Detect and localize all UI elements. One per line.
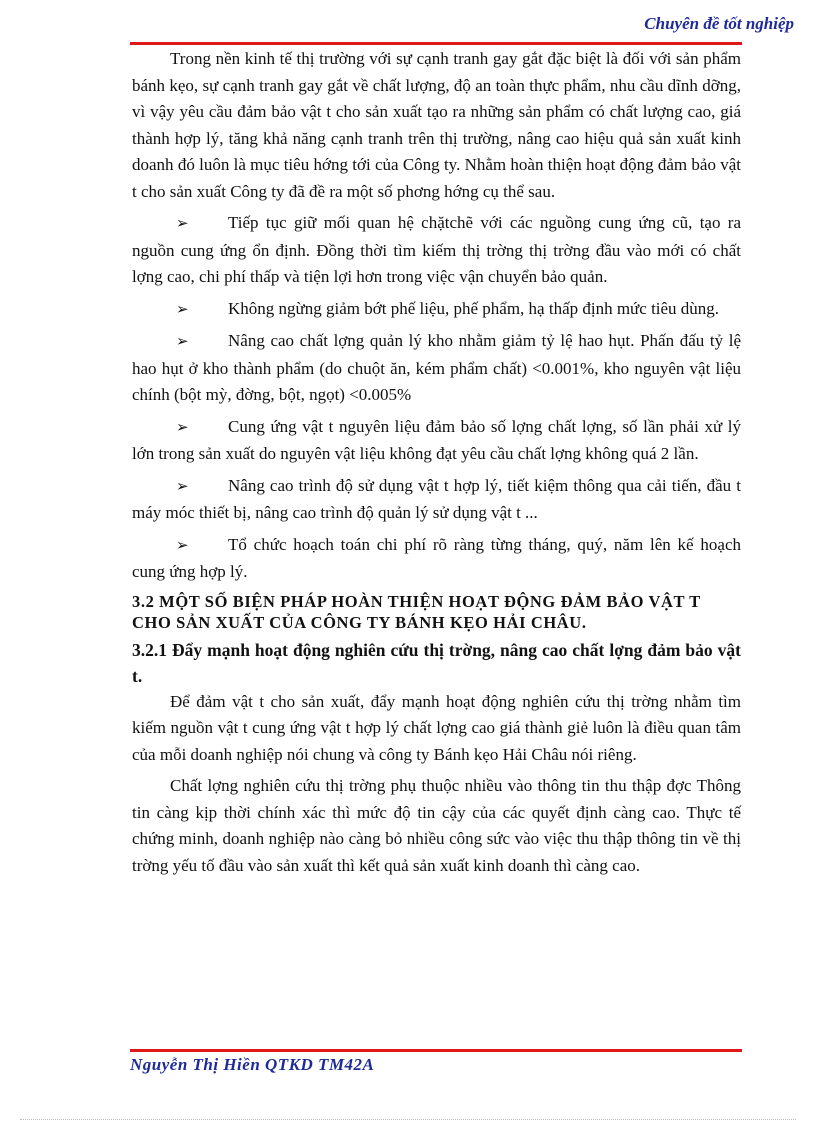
body-paragraph: Để đảm vật t cho sản xuất, đẩy mạnh hoạt động nghiên cứu thị trờng nhằm tìm kiếm nguồn vật t cung ứng vật t hợp lý chất lợng cao giá thành giẻ luôn là điều quan tâm của mỗi doanh nghiệp nói chung và công ty Bánh kẹo Hải Châu nói riêng. xyxy=(132,691,741,764)
arrow-bullet-icon: ➢ xyxy=(176,334,189,350)
arrow-bullet-icon: ➢ xyxy=(176,301,189,318)
body-paragraph: Chất lợng nghiên cứu thị trờng phụ thuộc nhiều vào thông tin thu thập đợc Thông tin càng kịp thời chính xác thì mức độ tin cậy của các quyết định càng cao. Thực tế chứng minh, doanh nghiệp nào càng bỏ nhiều công sức vào việc thu thập thông tin về thị trờng yếu tố đầu vào sản xuất thì kết quả sản xuất kinh doanh thì càng cao. xyxy=(132,776,741,875)
bullet-item xyxy=(132,328,741,409)
bullet-text: Cung ứng vật t nguyên liệu đảm bảo số lợng chất lợng, số lần phải xử lý lớn trong sản xuất do nguyên vật liệu không đạt yêu cầu chất lợng không quá 2 lần. xyxy=(132,416,741,463)
bullet-text: Tiếp tục giữ mối quan hệ chặtchẽ với các nguồng cung ứng cũ, tạo ra nguồn cung ứng ổn định. Đồng thời tìm kiếm thị trờng thị trờng đầu vào mới có chất lợng cao, chi phí thấp và tiện lợi hơn trong việc vận chuyển bảo quản. xyxy=(132,213,741,286)
bullet-text: Nâng cao chất lợng quản lý kho nhằm giảm tỷ lệ hao hụt. Phấn đấu tỷ lệ hao hụt ở kho thành phẩm (do chuột ăn, kém phẩm chất) <0.001%, kho nguyên vật liệu chính (bột mỳ, đờng, bột, ngọt) <0.005% xyxy=(132,331,741,404)
page-bottom-edge xyxy=(20,1119,796,1120)
subsection-heading: 3.2.1 Đẩy mạnh hoạt động nghiên cứu thị trờng, nâng cao chất lợng đảm bảo vật t. xyxy=(132,639,741,686)
header-divider xyxy=(130,42,742,45)
intro-paragraph: Trong nền kinh tế thị trường với sự cạnh tranh gay gắt đặc biệt là đối với sản phẩm bánh kẹo, sự cạnh tranh gay gắt về chất lượng, độ an toàn thực phẩm, nhu cầu dĩnh dỡng, vì vậy yêu cầu đảm bảo vật t cho sản xuất tạo ra những sản phẩm có chất lượng cao, giá thành hợp lý, tăng khả năng cạnh tranh trên thị trường, nâng cao hiệu quả sản xuất kinh doanh đó luôn là mục tiêu hớng tới của Công ty. Nhằm hoàn thiện hoạt động đảm bảo vật t cho sản xuất Công ty đã đề ra một số phơng hớng cụ thể sau. xyxy=(132,49,741,201)
bullet-item xyxy=(132,532,741,586)
bullet-item xyxy=(132,210,741,291)
header-title: Chuyên đề tốt nghiệp xyxy=(644,14,794,33)
bullet-item xyxy=(132,473,741,527)
bullet-text: Không ngừng giảm bớt phế liệu, phế phẩm, hạ thấp định mức tiêu dùng. xyxy=(228,298,720,318)
bullet-item xyxy=(132,414,741,468)
arrow-bullet-icon: ➢ xyxy=(176,478,189,495)
footer-author: Nguyễn Thị Hiền QTKD TM42A xyxy=(130,1055,375,1074)
document-body xyxy=(132,46,741,884)
bullet-text: Nâng cao trình độ sử dụng vật t hợp lý, tiết kiệm thông qua cải tiến, đầu t máy móc thiết bị, nâng cao trình độ quản lý sử dụng vật t ... xyxy=(132,475,741,522)
arrow-bullet-icon: ➢ xyxy=(176,216,189,232)
arrow-bullet-icon: ➢ xyxy=(176,419,189,436)
section-heading: 3.2 MỘT SỐ BIỆN PHÁP HOÀN THIỆN HOẠT ĐỘNG ĐẢM BẢO VẬT T CHO SẢN XUẤT CỦA CÔNG TY BÁNH KẸO HẢI CHÂU. xyxy=(132,591,701,632)
arrow-bullet-icon: ➢ xyxy=(176,537,189,554)
bullet-item xyxy=(132,296,741,324)
footer-divider xyxy=(130,1049,742,1052)
bullet-text: Tổ chức hoạch toán chi phí rõ ràng từng tháng, quý, năm lên kế hoạch cung ứng hợp lý. xyxy=(132,534,741,581)
